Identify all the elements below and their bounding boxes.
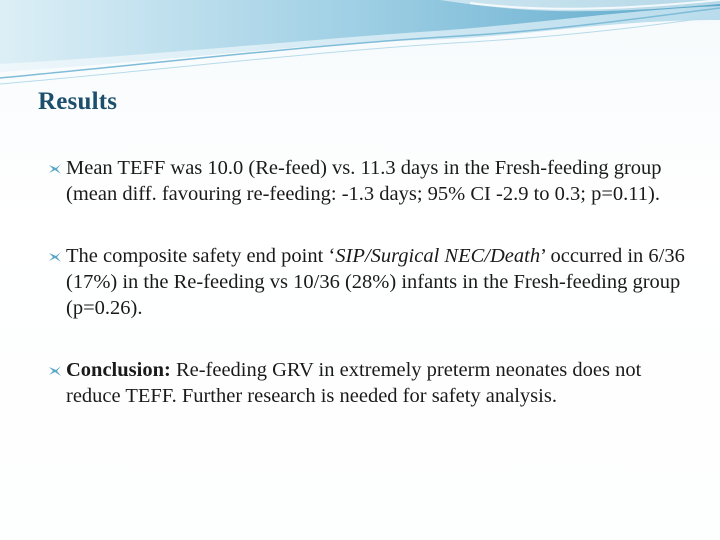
slide-title: Results <box>38 88 118 115</box>
bullet-text: Mean TEFF was 10.0 (Re-feed) vs. 11.3 days in the Fresh-feeding group (mean diff. favouring re-feeding: -1.3 days; 95% CI -2.9 to 0.3; p=0.11). <box>66 157 662 205</box>
bullet-text: Re-feeding GRV in extremely preterm neonates does not reduce TEFF. Further research is needed for safety analysis. <box>66 359 642 407</box>
bullet-text-after: ’ occurred in 6/36 (17%) in the Re-feeding vs 10/36 (28%) infants in the Fresh-feeding group (p=0.26). <box>66 245 685 319</box>
bullet-item-teff <box>48 155 688 207</box>
bullet-item-conclusion <box>48 357 688 409</box>
sparkle-bullet-icon <box>48 163 62 175</box>
sparkle-bullet-icon <box>48 251 62 263</box>
bullet-list <box>48 155 688 409</box>
bullet-text-before: The composite safety end point ‘ <box>66 245 336 267</box>
header-wave-decoration <box>0 0 720 90</box>
conclusion-label: Conclusion: <box>66 359 171 381</box>
bullet-text-italic: SIP/Surgical NEC/Death <box>335 245 541 267</box>
sparkle-bullet-icon <box>48 365 62 377</box>
bullet-item-safety <box>48 243 688 321</box>
